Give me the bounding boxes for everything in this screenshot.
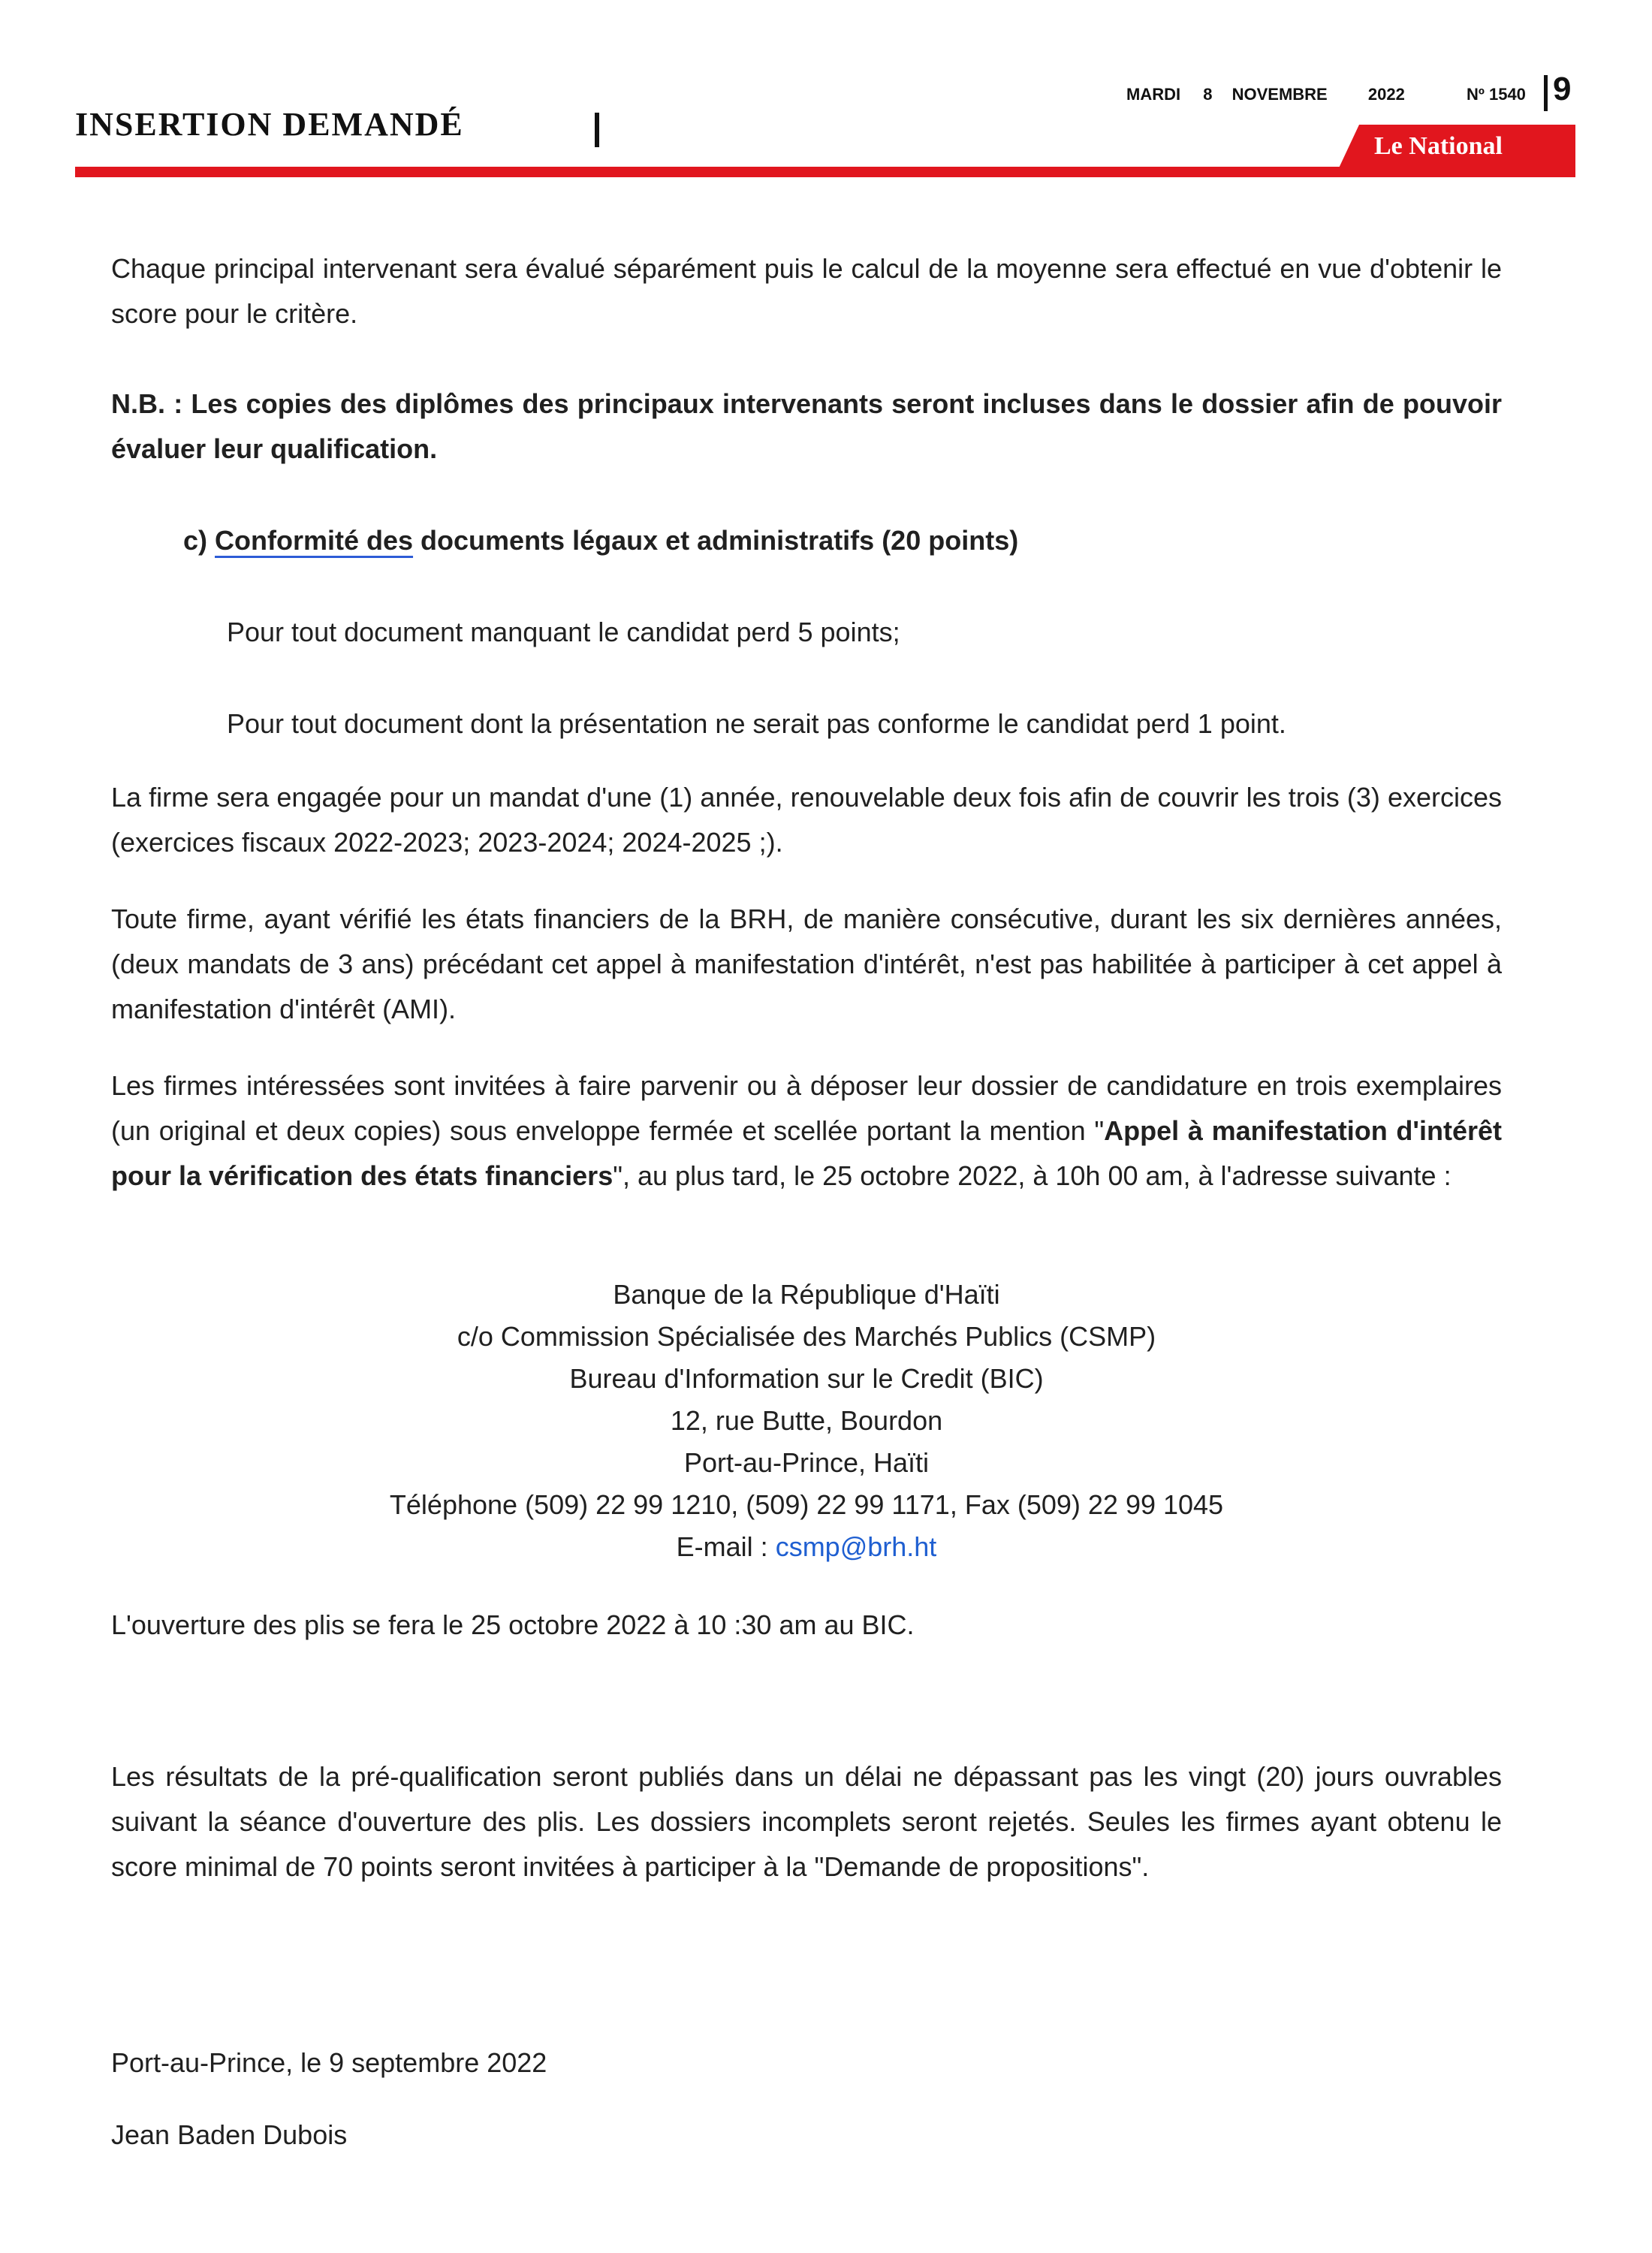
page-divider xyxy=(1544,75,1548,111)
address-line: c/o Commission Spécialisée des Marchés Publics (CSMP) xyxy=(457,1321,1156,1352)
dateline-year: 2022 xyxy=(1367,85,1405,104)
nb-note: N.B. : Les copies des diplômes des principaux intervenants seront incluses dans le dossier afin de pouvoir évaluer leur qualification. xyxy=(111,388,1502,464)
paragraph-mandate: La firme sera engagée pour un mandat d'une (1) année, renouvelable deux fois afin de couvrir les trois (3) exercices (exercices fiscaux 2022-2023; 2023-2024; 2024-2025 ;). xyxy=(111,782,1502,858)
dateline-day: MARDI xyxy=(1126,85,1181,104)
email-label: E-mail : xyxy=(676,1531,776,1562)
page-number: 9 xyxy=(1553,71,1572,107)
paragraph-evaluation: Chaque principal intervenant sera évalué séparément puis le calcul de la moyenne sera effectué en vue d'obtenir le score pour le critère. xyxy=(111,253,1502,329)
paragraph-opening: L'ouverture des plis se fera le 25 octobre 2022 à 10 :30 am au BIC. xyxy=(111,1609,915,1640)
criterion-c-prefix: c) xyxy=(183,525,216,556)
issue-number: Nº 1540 xyxy=(1466,85,1526,104)
title-divider xyxy=(595,113,599,147)
submission-mention: Appel à manifestation d'intérêt pour la vérification des états financiers xyxy=(111,1115,1502,1191)
signatory-name: Jean Baden Dubois xyxy=(111,2119,348,2150)
paragraph-eligibility: Toute firme, ayant vérifié les états financiers de la BRH, de manière consécutive, durant les six dernières années, (deux mandats de 3 ans) précédant cet appel à manifestation d'intérêt, n'est pas habilitée à participer à cet appel à manifestation d'intérêt (AMI). xyxy=(111,903,1502,1024)
address-line: Bureau d'Information sur le Credit (BIC) xyxy=(569,1363,1044,1394)
dateline xyxy=(1126,85,1526,104)
criterion-c-rule-nonconform: Pour tout document dont la présentation ne serait pas conforme le candidat perd 1 point. xyxy=(227,708,1286,739)
place-date: Port-au-Prince, le 9 septembre 2022 xyxy=(111,2047,547,2078)
brand-name: Le National xyxy=(1374,132,1503,160)
paragraph-results: Les résultats de la pré-qualification seront publiés dans un délai ne dépassant pas les vingt (20) jours ouvrables suivant la séance d'ouverture des plis. Les dossiers incomplets seront rejetés. Seules les firmes ayant obtenu le score minimal de 70 points seront invitées à participer à la "Demande de propositions". xyxy=(111,1761,1502,1882)
address-email-row xyxy=(111,1526,1502,1568)
dateline-date: 8 xyxy=(1203,85,1213,104)
address-line: 12, rue Butte, Bourdon xyxy=(670,1405,943,1436)
submission-text-end: ", au plus tard, le 25 octobre 2022, à 10h 00 am, à l'adresse suivante : xyxy=(613,1160,1452,1191)
email-link[interactable]: csmp@brh.ht xyxy=(775,1531,937,1562)
paragraph-submission xyxy=(111,1063,1502,1199)
section-title: INSERTION DEMANDÉ xyxy=(75,106,464,143)
submission-text-start: Les firmes intéressées sont invitées à faire parvenir ou à déposer leur dossier de candidature en trois exemplaires (un original et deux copies) sous enveloppe fermée et scellée portant la mention " xyxy=(111,1070,1502,1146)
address-line: Banque de la République d'Haïti xyxy=(613,1279,1000,1310)
criterion-c-underlined: Conformité des xyxy=(215,525,414,556)
criterion-c-rest: documents légaux et administratifs (20 points) xyxy=(413,525,1019,556)
address-phone: Téléphone (509) 22 99 1210, (509) 22 99 1171, Fax (509) 22 99 1045 xyxy=(389,1489,1224,1520)
criterion-c-rule-missing: Pour tout document manquant le candidat perd 5 points; xyxy=(227,617,900,647)
criterion-c-heading xyxy=(183,518,1502,563)
address-line: Port-au-Prince, Haïti xyxy=(683,1447,930,1478)
dateline-month: NOVEMBRE xyxy=(1231,85,1328,104)
address-block xyxy=(111,1274,1502,1568)
